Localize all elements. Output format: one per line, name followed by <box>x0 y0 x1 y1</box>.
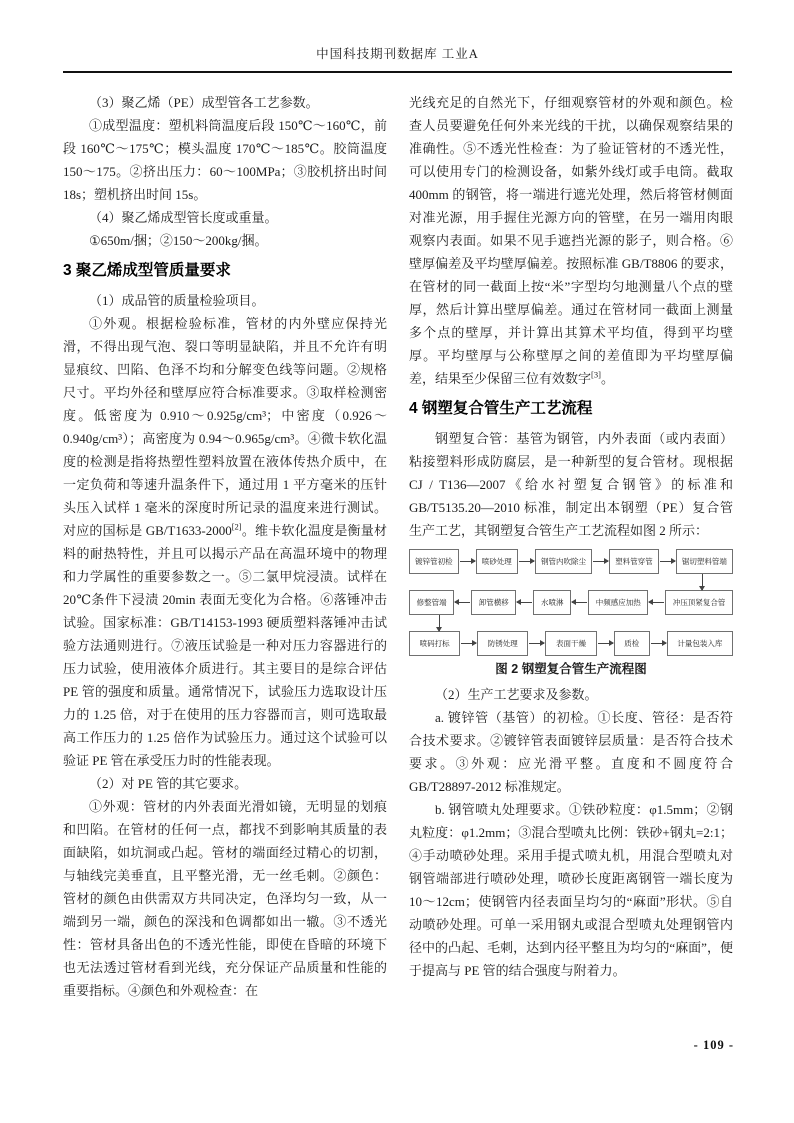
paragraph-other-requirements-title: （2）对 PE 管的其它要求。 <box>89 776 248 791</box>
paragraph-pe-length-weight-title: （4）聚乙烯成型管长度或重量。 <box>89 210 278 225</box>
flow-box-packing-storage: 计量包装入库 <box>667 631 733 656</box>
paragraph-continued-inspection-text-b: 。 <box>600 371 614 386</box>
arrow-right-icon <box>519 561 534 562</box>
paragraph-pe-process-params-title: （3）聚乙烯（PE）成型管各工艺参数。 <box>89 95 319 110</box>
flow-box-saw-cutting: 锯切塑料管端 <box>676 549 733 574</box>
arrow-left-icon <box>649 602 664 603</box>
arrow-left-icon <box>455 602 470 603</box>
paragraph-continued-inspection-text-a: 光线充足的自然光下，仔细观察管材的外观和颜色。检查人员要避免任何外来光线的干扰，以确保观察结果的准确性。⑤不透光性检查：为了验证管材的不透光性，可以使用专门的检测设备，如紫外线灯或手电筒。截取 400mm 的钢管，将一端进行遮光处理，然后将管材侧面对准光源，用手握住光源方向的管壁，在另一端用肉眼观察内表面。如果不见手遮挡光源的影子，则合格。⑥壁厚偏差及平均壁厚偏差。按照标准 GB/T8806 的要求，在管材的同一截面上按“米”字型均匀地测量八个点的壁厚，然后计算出壁厚偏差。通过在管材同一截面上测量多个点的壁厚，并计算出其算术平均值，得到平均壁厚。平均壁厚与公称壁厚之间的差值即为平均壁厚偏差，结果至少保留三位有效数字 <box>409 95 733 386</box>
paragraph-pe-process-params: ①成型温度：塑机料筒温度后段 150℃～160℃，前段 160℃～175℃；模头温度 170℃～185℃。胶筒温度 150～175。②挤出压力：60～100MPa；③胶机挤出时间 18s；塑机挤出时间 15s。 <box>63 118 387 202</box>
arrow-down-icon <box>439 615 440 631</box>
section-heading-3: 3 聚乙烯成型管质量要求 <box>63 262 231 279</box>
paragraph-quality-inspection-title: （1）成品管的质量检验项目。 <box>89 293 265 308</box>
arrow-right-icon <box>660 561 675 562</box>
arrow-right-icon <box>460 561 475 562</box>
flow-box-inkjet-marking: 喷码打标 <box>409 631 460 656</box>
arrow-down-icon <box>702 574 703 590</box>
paragraph-process-requirements-title: （2）生产工艺要求及参数。 <box>435 687 598 702</box>
flow-box-surface-drying: 表面干燥 <box>545 631 596 656</box>
flow-box-sandblasting: 喷砂处理 <box>476 549 518 574</box>
paragraph-quality-inspection-text-a: ①外观。根据检验标准，管材的内外壁应保持光滑，不得出现气泡、裂口等明显缺陷，并且不允许有明显痕纹、凹陷、色泽不均和分解变色线等问题。②规格尺寸。平均外径和壁厚应符合标准要求。③取样检测密度。低密度为 0.910～0.925g/cm³；中密度（0.926～0.940g/cm³）；高密度为 0.94～0.965g/cm³。④微卡软化温度的检测是指将热塑性塑料放置在液体传热介质中，在一定负荷和等速升温条件下，通过用 1 平方毫米的压针头压入试样 1 毫米的深度时所记录的温度来进行测试。对应的国标是 GB/T1633-2000 <box>63 316 387 538</box>
figure-2-caption: 图 2 钢塑复合管生产流程图 <box>495 662 647 676</box>
flow-box-unload-transfer: 卸管横移 <box>471 590 516 615</box>
flowchart-row-1 <box>409 549 733 574</box>
arrow-left-icon <box>517 602 532 603</box>
flow-box-trim-pipe-end: 修整管端 <box>409 590 454 615</box>
flowchart-connector-1 <box>409 574 733 590</box>
arrow-right-icon <box>461 643 476 644</box>
figure-flowchart <box>409 549 733 656</box>
flow-box-quality-check: 质检 <box>614 631 650 656</box>
paragraph-shot-blasting-requirements: b. 钢管喷丸处理要求。①铁砂粒度：φ1.5mm；②钢丸粒度：φ1.2mm；③混合型喷丸比例：铁砂+钢丸=2:1；④手动喷砂处理。采用手提式喷丸机，用混合型喷丸对钢管端部进行喷砂处理，喷砂长度距离钢管一端长度为 10～12cm；使钢管内径表面呈均匀的“麻面”形状。⑤自动喷砂处理。可单一采用钢丸或混合型喷丸处理钢管内径中的凸起、毛刺，达到内径平整且为均匀的“麻面”，便于提高与 PE 管的结合强度与附着力。 <box>409 802 733 978</box>
two-column-body <box>63 91 732 1002</box>
arrow-right-icon <box>598 643 613 644</box>
flow-box-rust-prevention: 防锈处理 <box>477 631 528 656</box>
left-column <box>63 91 387 1002</box>
paragraph-galvanized-pipe-inspection: a. 镀锌管（基管）的初检。①长度、管径：是否符合技术要求。②镀锌管表面镀锌层质量：是否符合技术要求。③外观：应光滑平整。直度和不圆度符合 GB/T28897-2012 标准规定。 <box>409 710 733 794</box>
page-number: - 109 - <box>693 1038 734 1052</box>
citation-ref-3: [3] <box>591 369 601 380</box>
citation-ref-2: [2] <box>231 521 242 532</box>
flow-box-pipe-threading: 塑料管穿管 <box>609 549 659 574</box>
flow-box-induction-heating: 中频感应加热 <box>588 590 648 615</box>
arrow-right-icon <box>593 561 608 562</box>
flowchart-row-2 <box>409 590 733 615</box>
right-column <box>409 91 733 1002</box>
paragraph-other-requirements: ①外观：管材的内外表面光滑如镜，无明显的划痕和凹陷。在管材的任何一点，都找不到影响其质量的表面缺陷，如坑洞或凸起。管材的端面经过精心的切割，与轴线完美垂直，且平整光滑，无一丝毛刺。②颜色：管材的颜色由供需双方共同决定，色泽均匀一致，从一端到另一端，颜色的深浅和色调都如出一辙。③不透光性：管材具备出色的不透光性能，即使在昏暗的环境下也无法透过管材看到光线，充分保证产品质量和性能的重要指标。④颜色和外观检查：在 <box>63 799 387 998</box>
paragraph-quality-inspection <box>63 312 387 772</box>
journal-header-title: 中国科技期刊数据库 工业A <box>316 47 479 61</box>
flowchart-row-3 <box>409 631 733 656</box>
arrow-right-icon <box>651 643 666 644</box>
flowchart-connector-2 <box>409 615 733 631</box>
flow-box-water-spray: 水喷淋 <box>533 590 571 615</box>
paragraph-continued-inspection <box>409 91 733 390</box>
header-divider <box>63 71 732 73</box>
section-heading-4: 4 钢塑复合管生产工艺流程 <box>409 400 593 417</box>
paragraph-quality-inspection-text-b: 。维卡软化温度是衡量材料的耐热特性，并且可以揭示产品在高温环境中的物理和力学属性的重要参数之一。⑤二氯甲烷浸渍。试样在 20℃条件下浸渍 20min 表面无变化为合格。⑥落锤冲击试验。国家标准：GB/T14153-1993 硬质塑料落锤冲击试验方法通则进行。⑦液压试验是一种对压力容器进行的压力试验，使用液体介质进行。其主要目的是综合评估 PE 管的强度和质量。通常情况下，试验压力选取设计压力的 1.25 倍，对于在使用的压力容器而言，则可选取最高工作压力的 1.25 倍作为试验压力。通过这个试验可以验证 PE 管在承受压力时的性能表现。 <box>63 523 387 768</box>
paragraph-pe-length-weight: ①650m/捆；②150～200kg/捆。 <box>89 233 268 248</box>
flow-box-press-compositing: 冲压顶紧复合管 <box>665 590 733 615</box>
flow-box-initial-inspection: 镀锌管初检 <box>409 549 459 574</box>
arrow-left-icon <box>572 602 587 603</box>
paragraph-composite-pipe-intro: 钢塑复合管：基管为钢管，内外表面（或内表面）粘接塑料形成防腐层，是一种新型的复合管材。现根据 CJ / T136—2007《给水衬塑复合钢管》的标准和 GB/T5135.20—2010 标准，制定出本钢塑（PE）复合管生产工艺，其钢塑复合管生产工艺流程如图 2 所示： <box>409 431 733 538</box>
flow-box-dust-blowing: 钢管内吹除尘 <box>535 549 592 574</box>
arrow-right-icon <box>529 643 544 644</box>
